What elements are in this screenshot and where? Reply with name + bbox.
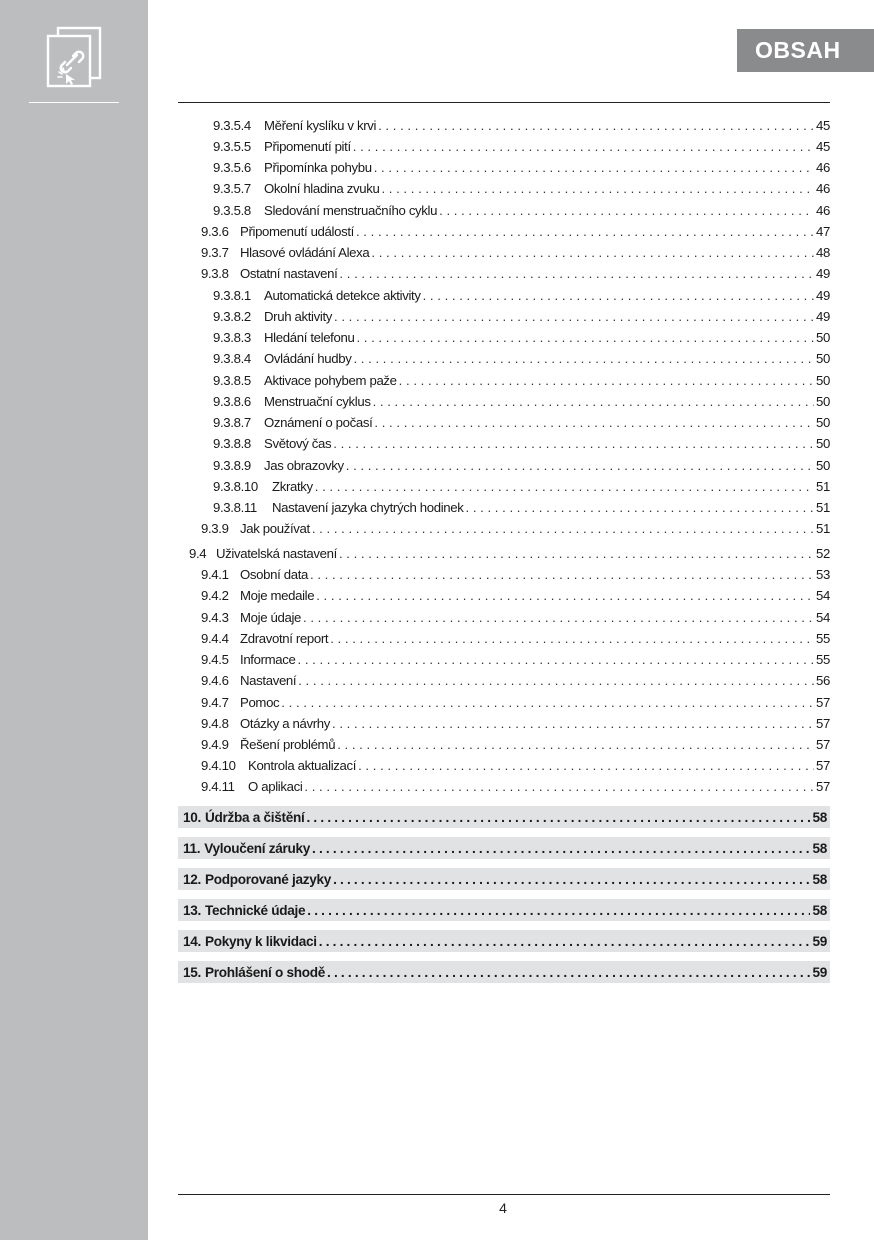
toc-entry-title: Automatická detekce aktivity xyxy=(264,288,421,303)
toc-entry-title: Zkratky xyxy=(272,479,313,494)
toc-entry-number: 9.3.5.4 xyxy=(213,118,251,133)
toc-chapter-number: 14. xyxy=(183,933,201,949)
toc-entry-number: 9.3.5.7 xyxy=(213,181,251,196)
toc-entry-title: O aplikaci xyxy=(248,779,303,794)
toc-entry-number: 9.4.7 xyxy=(201,695,229,710)
toc-chapter[interactable] xyxy=(178,868,830,890)
toc-entry-number: 9.3.7 xyxy=(201,245,229,260)
toc-entry[interactable] xyxy=(201,779,830,795)
toc-chapter[interactable] xyxy=(178,837,830,859)
section-tab: OBSAH xyxy=(737,29,874,72)
toc-entry-page: 51 xyxy=(816,500,830,515)
toc-leader-dots xyxy=(339,546,814,562)
toc-entry-number: 9.4.5 xyxy=(201,652,229,667)
toc-entry-page: 47 xyxy=(816,224,830,239)
toc-entry-page: 57 xyxy=(816,695,830,710)
toc-chapter-number: 13. xyxy=(183,902,201,918)
toc-entry-number: 9.3.8.10 xyxy=(213,479,258,494)
toc-entry-title: Oznámení o počasí xyxy=(264,415,373,430)
toc-entry-page: 45 xyxy=(816,139,830,154)
toc-entry[interactable] xyxy=(213,203,830,219)
toc-entry-page: 50 xyxy=(816,330,830,345)
toc-entry-number: 9.3.8.11 xyxy=(213,500,257,515)
toc-entry-number: 9.4.10 xyxy=(201,758,236,773)
toc-entry[interactable] xyxy=(213,373,830,389)
toc-chapter-number: 10. xyxy=(183,809,201,825)
toc-entry[interactable] xyxy=(213,118,830,134)
toc-entry[interactable] xyxy=(213,458,830,474)
toc-chapter-title: Technické údaje xyxy=(205,902,306,918)
toc-entry-number: 9.3.8.3 xyxy=(213,330,251,345)
toc-entry-page: 46 xyxy=(816,203,830,218)
toc-entry-title: Informace xyxy=(240,652,296,667)
toc-entry-page: 55 xyxy=(816,652,830,667)
toc-chapter[interactable] xyxy=(178,806,830,828)
toc-entry-title: Připomínka pohybu xyxy=(264,160,372,175)
toc-entry[interactable] xyxy=(201,758,830,774)
toc-entry[interactable] xyxy=(201,245,830,261)
toc-entry[interactable] xyxy=(201,224,830,240)
toc-entry-number: 9.3.8.8 xyxy=(213,436,251,451)
sidebar xyxy=(0,0,148,1240)
toc-chapter[interactable] xyxy=(178,930,830,952)
toc-entry[interactable] xyxy=(201,673,830,689)
bottom-rule xyxy=(178,1194,830,1195)
toc-entry[interactable] xyxy=(201,652,830,668)
toc-leader-dots xyxy=(374,160,814,176)
toc-chapter-number: 15. xyxy=(183,964,201,980)
toc-entry-number: 9.3.8.2 xyxy=(213,309,251,324)
toc-entry-title: Moje medaile xyxy=(240,588,315,603)
toc-entry-title: Ovládání hudby xyxy=(264,351,352,366)
toc-entry-number: 9.4.2 xyxy=(201,588,229,603)
toc-entry-number: 9.3.8.7 xyxy=(213,415,251,430)
toc-leader-dots xyxy=(371,245,814,261)
toc-entry[interactable] xyxy=(213,160,830,176)
toc-leader-dots xyxy=(298,673,814,689)
toc-leader-dots xyxy=(333,436,814,452)
toc-leader-dots xyxy=(316,588,814,604)
toc-chapter-title: Údržba a čištění xyxy=(205,809,305,825)
toc-entry-page: 57 xyxy=(816,737,830,752)
toc-entry-number: 9.3.8.5 xyxy=(213,373,251,388)
page-number: 4 xyxy=(499,1200,507,1216)
toc-entry[interactable] xyxy=(213,479,830,495)
toc-entry-page: 57 xyxy=(816,779,830,794)
toc-entry[interactable] xyxy=(201,631,830,647)
toc-chapter-page: 58 xyxy=(812,840,827,856)
toc-entry-page: 50 xyxy=(816,373,830,388)
toc-entry-page: 50 xyxy=(816,415,830,430)
toc-leader-dots xyxy=(312,841,810,856)
toc-entry-page: 49 xyxy=(816,288,830,303)
toc-entry[interactable] xyxy=(213,415,830,431)
toc-entry-page: 50 xyxy=(816,351,830,366)
toc-leader-dots xyxy=(327,965,810,980)
toc-leader-dots xyxy=(337,737,814,753)
toc-entry[interactable] xyxy=(201,266,830,282)
toc-leader-dots xyxy=(307,903,810,918)
toc-chapter-page: 58 xyxy=(812,902,827,918)
toc-entry-number: 9.3.8.1 xyxy=(213,288,251,303)
toc-entry[interactable] xyxy=(213,139,830,155)
toc-entry-title: Měření kyslíku v krvi xyxy=(264,118,377,133)
toc-entry-title: Druh aktivity xyxy=(264,309,333,324)
toc-entry-number: 9.4.1 xyxy=(201,567,229,582)
toc-entry-title: Světový čas xyxy=(264,436,332,451)
toc-chapter-title: Pokyny k likvidaci xyxy=(205,933,317,949)
toc-entry-page: 57 xyxy=(816,758,830,773)
toc-entry-page: 54 xyxy=(816,588,830,603)
toc-leader-dots xyxy=(298,652,815,668)
toc-entry-number: 9.3.6 xyxy=(201,224,229,239)
toc-chapter-page: 59 xyxy=(812,933,827,949)
toc-leader-dots xyxy=(281,695,814,711)
toc-leader-dots xyxy=(303,610,814,626)
toc-leader-dots xyxy=(358,758,814,774)
toc-chapter-title: Podporované jazyky xyxy=(205,871,332,887)
toc-chapter-number: 11. xyxy=(183,840,201,856)
toc-chapter-page: 58 xyxy=(812,871,827,887)
toc-leader-dots xyxy=(315,479,814,495)
toc-entry-number: 9.3.5.8 xyxy=(213,203,251,218)
toc-entry-page: 46 xyxy=(816,160,830,175)
toc-entry-number: 9.3.8 xyxy=(201,266,229,281)
toc-entry-page: 51 xyxy=(816,521,830,536)
toc-leader-dots xyxy=(346,458,814,474)
toc-entry-title: Připomenutí událostí xyxy=(240,224,354,239)
toc-entry-page: 55 xyxy=(816,631,830,646)
toc-entry-title: Nastavení xyxy=(240,673,297,688)
toc-entry-title: Hledání telefonu xyxy=(264,330,355,345)
toc-chapter-number: 12. xyxy=(183,871,201,887)
toc-entry-number: 9.4.3 xyxy=(201,610,229,625)
toc-leader-dots xyxy=(332,716,814,732)
toc-leader-dots xyxy=(374,415,814,431)
toc-entry-title: Menstruační cyklus xyxy=(264,394,371,409)
toc-leader-dots xyxy=(319,934,811,949)
toc-entry[interactable] xyxy=(213,394,830,410)
top-rule xyxy=(178,102,830,103)
toc-entry-title: Pomoc xyxy=(240,695,280,710)
toc-entry-page: 53 xyxy=(816,567,830,582)
toc-entry[interactable] xyxy=(213,330,830,346)
toc-chapter-page: 58 xyxy=(812,809,827,825)
toc-leader-dots xyxy=(373,394,814,410)
toc-leader-dots xyxy=(356,224,814,240)
toc-leader-dots xyxy=(399,373,814,389)
toc-leader-dots xyxy=(466,500,815,516)
toc-entry[interactable] xyxy=(201,521,830,537)
toc-entry[interactable] xyxy=(201,610,830,626)
toc-leader-dots xyxy=(306,810,810,825)
toc-entry-title: Řešení problémů xyxy=(240,737,336,752)
toc-entry[interactable] xyxy=(213,436,830,452)
toc-entry[interactable] xyxy=(201,567,830,583)
toc-entry[interactable] xyxy=(201,695,830,711)
toc-entry[interactable] xyxy=(201,588,830,604)
toc-entry-title: Jak používat xyxy=(240,521,310,536)
toc-entry-page: 49 xyxy=(816,309,830,324)
toc-entry-page: 48 xyxy=(816,245,830,260)
toc-entry-number: 9.4.9 xyxy=(201,737,229,752)
toc-leader-dots xyxy=(333,872,810,887)
toc-leader-dots xyxy=(381,181,814,197)
toc-entry-number: 9.3.5.5 xyxy=(213,139,251,154)
toc-entry-page: 51 xyxy=(816,479,830,494)
toc-entry-number: 9.4.6 xyxy=(201,673,229,688)
toc-leader-dots xyxy=(339,266,814,282)
toc-entry-title: Otázky a návrhy xyxy=(240,716,331,731)
toc-leader-dots xyxy=(304,779,814,795)
toc-entry[interactable] xyxy=(213,288,830,304)
toc-leader-dots xyxy=(439,203,814,219)
toc-entry-title: Nastavení jazyka chytrých hodinek xyxy=(272,500,464,515)
toc-entry-title: Osobní data xyxy=(240,567,308,582)
toc-chapter[interactable] xyxy=(178,961,830,983)
toc-leader-dots xyxy=(330,631,814,647)
toc-entry-page: 50 xyxy=(816,436,830,451)
toc-entry[interactable] xyxy=(201,716,830,732)
toc-entry-title: Ostatní nastavení xyxy=(240,266,338,281)
toc-entry[interactable] xyxy=(213,309,830,325)
toc-entry-number: 9.3.5.6 xyxy=(213,160,251,175)
sidebar-divider xyxy=(29,102,119,103)
toc-entry[interactable] xyxy=(213,181,830,197)
toc-entry-title: Jas obrazovky xyxy=(264,458,344,473)
toc-entry-title: Kontrola aktualizací xyxy=(248,758,357,773)
toc-entry-number: 9.4.8 xyxy=(201,716,229,731)
toc-entry-page: 50 xyxy=(816,458,830,473)
toc-entry-title: Zdravotní report xyxy=(240,631,329,646)
toc-entry-number: 9.4.11 xyxy=(201,779,235,794)
toc-entry-number: 9.3.9 xyxy=(201,521,229,536)
toc-chapter[interactable] xyxy=(178,899,830,921)
toc-leader-dots xyxy=(423,288,814,304)
toc-leader-dots xyxy=(310,567,814,583)
toc-leader-dots xyxy=(378,118,814,134)
toc-chapter-title: Prohlášení o shodě xyxy=(205,964,325,980)
toc-entry-title: Okolní hladina zvuku xyxy=(264,181,380,196)
toc-entry[interactable] xyxy=(213,500,830,516)
link-document-icon xyxy=(44,26,104,88)
toc-chapter-page: 59 xyxy=(812,964,827,980)
toc-entry-title: Sledování menstruačního cyklu xyxy=(264,203,438,218)
toc-entry[interactable] xyxy=(189,546,830,562)
toc-entry-number: 9.4.4 xyxy=(201,631,229,646)
toc-leader-dots xyxy=(312,521,814,537)
toc-entry-page: 56 xyxy=(816,673,830,688)
toc-entry-title: Hlasové ovládání Alexa xyxy=(240,245,370,260)
toc-entry-page: 50 xyxy=(816,394,830,409)
toc-entry-page: 45 xyxy=(816,118,830,133)
toc-entry-title: Aktivace pohybem paže xyxy=(264,373,397,388)
toc-entry-page: 52 xyxy=(816,546,830,561)
toc-entry-page: 46 xyxy=(816,181,830,196)
toc-entry-number: 9.3.8.9 xyxy=(213,458,251,473)
toc-entry-page: 54 xyxy=(816,610,830,625)
toc-leader-dots xyxy=(353,139,814,155)
toc-entry-page: 57 xyxy=(816,716,830,731)
toc-chapter-title: Vyloučení záruky xyxy=(204,840,311,856)
toc-leader-dots xyxy=(353,351,814,367)
toc-leader-dots xyxy=(334,309,814,325)
toc-entry-title: Připomenutí pití xyxy=(264,139,351,154)
toc-entry-number: 9.4 xyxy=(189,546,207,561)
toc-entry-number: 9.3.8.4 xyxy=(213,351,251,366)
toc-entry[interactable] xyxy=(201,737,830,753)
toc-entry-title: Uživatelská nastavení xyxy=(216,546,337,561)
toc-entry-page: 49 xyxy=(816,266,830,281)
toc-leader-dots xyxy=(356,330,814,346)
toc-entry-number: 9.3.8.6 xyxy=(213,394,251,409)
toc-entry[interactable] xyxy=(213,351,830,367)
toc-entry-title: Moje údaje xyxy=(240,610,302,625)
